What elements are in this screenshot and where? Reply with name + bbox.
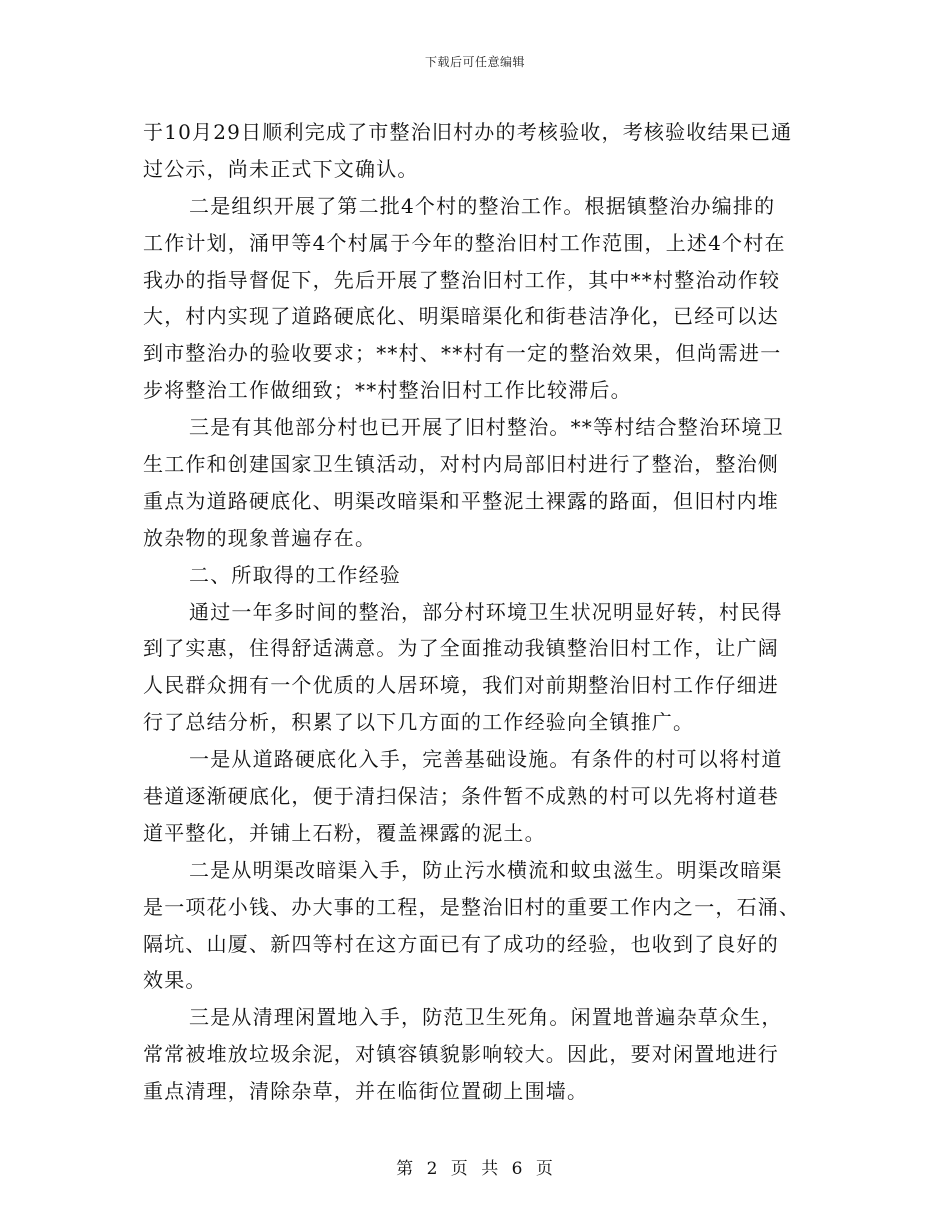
text-line: 一是从道路硬底化入手，完善基础设施。有条件的村可以将村道 [189,747,783,772]
text-line: 巷道逐渐硬底化，便于清扫保洁；条件暂不成熟的村可以先将村道巷 [143,784,779,809]
text-line: 过公示，尚未正式下文确认。 [143,156,419,181]
text-line: 行了总结分析，积累了以下几方面的工作经验向全镇推广。 [143,710,695,735]
text-line: 放杂物的现象普遍存在。 [143,525,377,550]
text-line: 到了实惠，住得舒适满意。为了全面推动我镇整治旧村工作，让广阔 [143,636,779,661]
text-line: 是一项花小钱、办大事的工程，是整治旧村的重要工作内之一，石涌、 [143,894,801,919]
text-line: 工作计划，涌甲等4个村属于今年的整治旧村工作范围，上述4个村在 [143,230,786,255]
text-line: 于10月29日顺利完成了市整治旧村办的考核验收，考核验收结果已通 [143,120,793,144]
text-line: 隔坑、山厦、新四等村在这方面已有了成功的经验，也收到了良好的 [143,931,779,956]
text-line: 三是从清理闲置地入手，防范卫生死角。闲置地普遍杂草众生， [189,1005,783,1030]
page-number: 第 2 页 共 6 页 [396,1159,554,1179]
text-line: 三是有其他部分村也已开展了旧村整治。**等村结合整治环境卫 [189,415,784,440]
text-line: 步将整治工作做细致；**村整治旧村工作比较滞后。 [143,378,632,403]
text-line: 重点为道路硬底化、明渠改暗渠和平整泥土裸露的路面，但旧村内堆 [143,488,779,513]
document-body [143,114,823,1110]
text-line: 通过一年多时间的整治，部分村环境卫生状况明显好转，村民得 [189,599,783,624]
page-header: 下载后可任意编辑 [424,55,525,69]
text-line: 二是组织开展了第二批4个村的整治工作。根据镇整治办编排的 [189,193,776,218]
text-line: 我办的指导督促下，先后开展了整治旧村工作，其中**村整治动作较 [143,267,781,292]
text-line: 二、所取得的工作经验 [189,562,401,587]
text-line: 大，村内实现了道路硬底化、明渠暗渠化和街巷洁净化，已经可以达 [143,304,779,329]
text-line: 效果。 [143,968,207,993]
text-line: 二是从明渠改暗渠入手，防止污水横流和蚊虫滋生。明渠改暗渠 [189,857,783,882]
text-line: 常常被堆放垃圾余泥，对镇容镇貌影响较大。因此，要对闲置地进行 [143,1042,779,1067]
text-line: 道平整化，并铺上石粉，覆盖裸露的泥土。 [143,820,546,845]
text-line: 人民群众拥有一个优质的人居环境，我们对前期整治旧村工作仔细进 [143,673,779,698]
text-line: 生工作和创建国家卫生镇活动，对村内局部旧村进行了整治，整治侧 [143,452,779,477]
text-line: 重点清理，清除杂草，并在临街位置砌上围墙。 [143,1079,589,1104]
text-line: 到市整治办的验收要求；**村、**村有一定的整治效果，但尚需进一 [143,341,782,366]
